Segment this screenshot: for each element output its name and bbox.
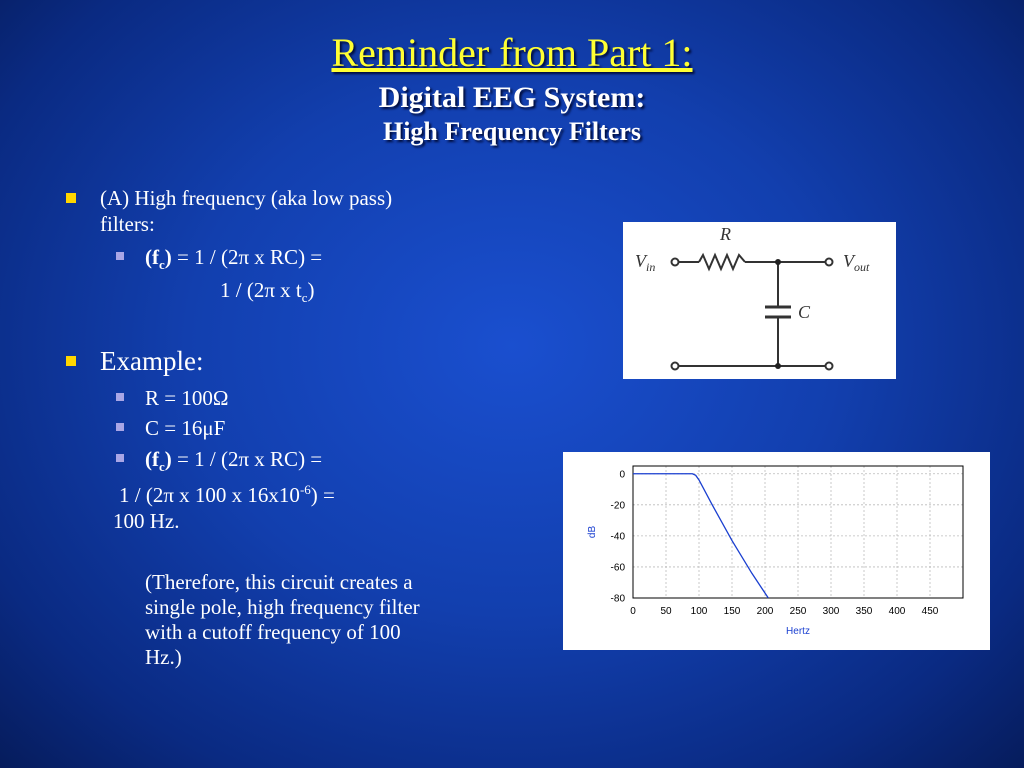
x-tick-label: 50 — [660, 606, 672, 617]
x-tick-label: 350 — [855, 606, 873, 617]
calc-close: ) = — [310, 483, 335, 507]
bullet-text: filters: — [100, 212, 155, 236]
vin-label — [635, 251, 655, 274]
chart-svg — [563, 452, 990, 650]
title-main: Reminder from Part 1: — [331, 30, 693, 75]
ground-terminal-right — [826, 363, 833, 370]
title-subtitle-2: High Frequency Filters — [382, 117, 642, 146]
x-tick-label: 300 — [822, 606, 840, 617]
sub-bullet-icon — [116, 252, 124, 260]
rc-circuit-diagram — [623, 222, 896, 379]
y-tick-label: -20 — [610, 500, 625, 512]
sub-bullet-icon — [116, 454, 124, 462]
r-value: R = 100Ω — [145, 386, 229, 410]
vin-v: V — [635, 251, 646, 271]
calc-text: 1 / (2π x 100 x 16x10 — [119, 483, 300, 507]
fc-label: (f — [145, 245, 159, 269]
circuit-svg — [623, 222, 896, 379]
calc-line — [119, 478, 335, 507]
fc-sub: c — [159, 257, 165, 273]
x-tick-label: 150 — [723, 606, 741, 617]
fc-formula-line2 — [220, 278, 315, 310]
fc-formula-example — [145, 447, 322, 479]
vin-sub: in — [646, 260, 656, 274]
title-subtitle: Digital EEG System: — [378, 81, 646, 114]
vout-label — [843, 251, 870, 274]
x-tick-label: 400 — [888, 606, 906, 617]
x-tick-label: 450 — [921, 606, 939, 617]
bullet-square-icon — [66, 356, 76, 366]
bullet-square-icon — [66, 193, 76, 203]
note-line: with a cutoff frequency of 100 — [145, 620, 401, 644]
x-tick-label: 250 — [789, 606, 807, 617]
sub-bullet-icon — [116, 393, 124, 401]
x-tick-label: 200 — [756, 606, 774, 617]
note-line: single pole, high frequency filter — [145, 595, 420, 619]
note-line: (Therefore, this circuit creates a — [145, 570, 413, 594]
x-tick-label: 100 — [690, 606, 708, 617]
fc-line2-sub: c — [301, 290, 308, 306]
vout-sub: out — [854, 260, 870, 274]
resistor-label: R — [720, 224, 731, 244]
calc-exponent: -6 — [299, 482, 311, 497]
x-axis-label: Hertz — [786, 626, 810, 637]
sub-bullet-icon — [116, 423, 124, 431]
fc-line2-text: 1 / (2π x t — [220, 278, 302, 302]
fc-line2-close: ) — [307, 278, 315, 302]
c-value: C = 16μF — [145, 416, 226, 440]
vout-v: V — [843, 251, 854, 271]
y-tick-label: -60 — [610, 562, 625, 574]
fc-sub: c — [159, 459, 165, 475]
y-tick-label: -40 — [610, 531, 625, 543]
fc-formula — [145, 245, 322, 277]
example-heading: Example: — [100, 346, 204, 376]
note-line: Hz.) — [145, 645, 182, 669]
capacitor-label: C — [798, 302, 811, 322]
vin-terminal — [672, 259, 679, 266]
y-tick-label: -80 — [610, 593, 625, 605]
y-tick-label: 0 — [619, 469, 625, 481]
fc-close: ) — [164, 447, 172, 471]
calc-result: 100 Hz. — [113, 509, 180, 533]
x-tick-label: 0 — [630, 606, 636, 617]
fc-label: (f — [145, 447, 159, 471]
fc-equation: = 1 / (2π x RC) = — [171, 245, 323, 269]
fc-close: ) — [164, 245, 172, 269]
fc-equation: = 1 / (2π x RC) = — [171, 447, 323, 471]
y-axis-label: dB — [587, 525, 598, 539]
frequency-response-chart — [563, 452, 990, 650]
resistor-icon — [699, 255, 745, 269]
vout-terminal — [826, 259, 833, 266]
ground-terminal-left — [672, 363, 679, 370]
bullet-text: (A) High frequency (aka low pass) — [100, 186, 393, 210]
